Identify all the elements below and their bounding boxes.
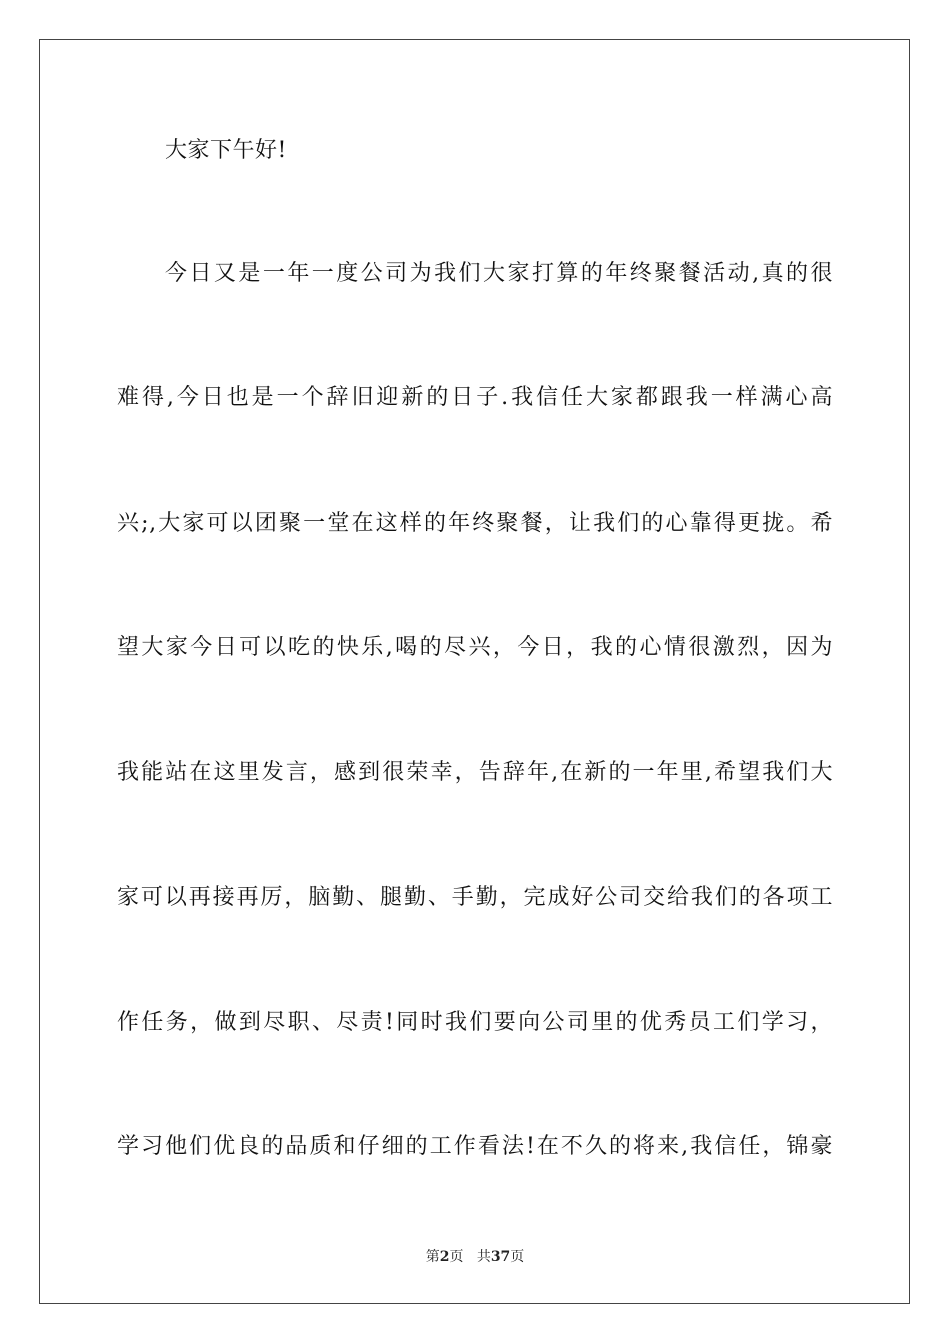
greeting-line: 大家下午好!	[165, 138, 287, 163]
total-suffix: 页	[510, 1249, 525, 1265]
page-border	[39, 39, 910, 1304]
paragraph-line-1: 今日又是一年一度公司为我们大家打算的年终聚餐活动,真的很	[165, 261, 833, 286]
paragraph-line-6: 家可以再接再厉，脑勤、腿勤、手勤，完成好公司交给我们的各项工	[117, 885, 833, 910]
paragraph-line-8: 学习他们优良的品质和仔细的工作看法!在不久的将来,我信任，锦豪	[117, 1134, 833, 1159]
paragraph-line-5: 我能站在这里发言，感到很荣幸，告辞年,在新的一年里,希望我们大	[117, 760, 833, 785]
page-suffix: 页	[449, 1249, 464, 1265]
page-footer	[0, 1248, 950, 1266]
paragraph-line-3: 兴;,大家可以团聚一堂在这样的年终聚餐，让我们的心靠得更拢。希	[117, 511, 833, 536]
paragraph-line-2: 难得,今日也是一个辞旧迎新的日子.我信任大家都跟我一样满心高	[117, 385, 833, 410]
total-pages: 37	[490, 1249, 511, 1265]
paragraph-line-4: 望大家今日可以吃的快乐,喝的尽兴，今日，我的心情很激烈，因为	[117, 635, 833, 660]
page-number: 2	[439, 1249, 450, 1265]
total-prefix: 共	[476, 1249, 491, 1265]
page-prefix: 第	[425, 1249, 440, 1265]
paragraph-line-7: 作任务，做到尽职、尽责!同时我们要向公司里的优秀员工们学习，	[117, 1010, 833, 1035]
